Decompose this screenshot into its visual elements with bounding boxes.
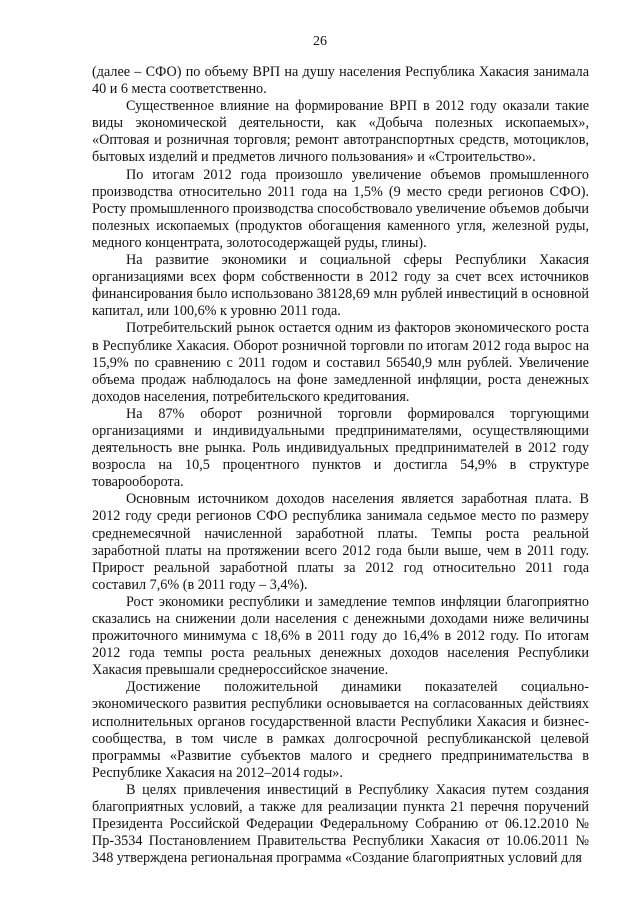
paragraph-8: Рост экономики республики и замедление темпов инфляции благоприятно сказались на снижении доли населения с денежными доходами ниже величины прожиточного минимума с 18,6% в 2011 году до 16,4% в 2012 году. По итогам 2012 года темпы роста реальных денежных доходов населения Республики Хакасия превышали среднероссийское значение.: [92, 593, 589, 679]
paragraph-6: На 87% оборот розничной торговли формировался торгующими организациями и индивидуальными предпринимателями, осуществляющими деятельность вне рынка. Роль индивидуальных предпринимателей в 2012 году возросла на 10,5 процентного пунктов и достигла 54,9% в структуре товарооборота.: [92, 405, 589, 491]
paragraph-1: (далее – СФО) по объему ВРП на душу населения Республика Хакасия занимала 40 и 6 места соответственно.: [92, 64, 589, 98]
paragraph-10: В целях привлечения инвестиций в Республику Хакасия путем создания благоприятных условий, а также для реализации пункта 21 перечня поручений Президента Российской Федерации Федеральному Собранию от 06.12.2010 № Пр-3534 Постановлением Правительства Республики Хакасия от 10.06.2011 № 348 утверждена региональная программа «Создание благоприятных условий для: [92, 781, 589, 867]
paragraph-5: Потребительский рынок остается одним из факторов экономического роста в Республике Хакасия. Оборот розничной торговли по итогам 2012 года вырос на 15,9% по сравнению с 2011 годом и составил 56540,9 млн рублей. Увеличение объема продаж наблюдалось на фоне замедленной инфляции, роста денежных доходов населения, потребительского кредитования.: [92, 320, 589, 405]
paragraph-7: Основным источником доходов населения является заработная плата. В 2012 году среди регионов СФО республика занимала седьмое место по размеру среднемесячной начисленной заработной платы. Темпы роста реальной заработной платы на протяжении всего 2012 года были выше, чем в 2011 году. Прирост реальной заработной платы за 2012 год относительно 2011 года составил 7,6% (в 2011 году – 3,4%).: [92, 491, 589, 593]
paragraph-2: Существенное влияние на формирование ВРП в 2012 году оказали такие виды экономической деятельности, как «Добыча полезных ископаемых», «Оптовая и розничная торговля; ремонт автотранспортных средств, мотоциклов, бытовых изделий и предметов личного пользования» и «Строительство».: [92, 98, 589, 166]
document-body: [92, 64, 589, 867]
paragraph-4: На развитие экономики и социальной сферы Республики Хакасия организациями всех форм собственности в 2012 году за счет всех источников финансирования было использовано 38128,69 млн рублей инвестиций в основной капитал, или 100,6% к уровню 2011 года.: [92, 252, 589, 320]
paragraph-9: Достижение положительной динамики показателей социально-экономического развития республики основывается на согласованных действиях исполнительных органов государственной власти Республики Хакасия и бизнес-сообщества, в том числе в рамках долгосрочной республиканской целевой программы «Развитие субъектов малого и среднего предпринимательства в Республике Хакасия на 2012–2014 годы».: [92, 679, 589, 781]
paragraph-3: По итогам 2012 года произошло увеличение объемов промышленного производства относительно 2011 года на 1,5% (9 место среди регионов СФО). Росту промышленного производства способствовало увеличение объемов добычи полезных ископаемых (продуктов обогащения каменного угля, железной руды, медного концентрата, золотосодержащей руды, глины).: [92, 166, 589, 251]
page-number: 26: [313, 34, 327, 49]
